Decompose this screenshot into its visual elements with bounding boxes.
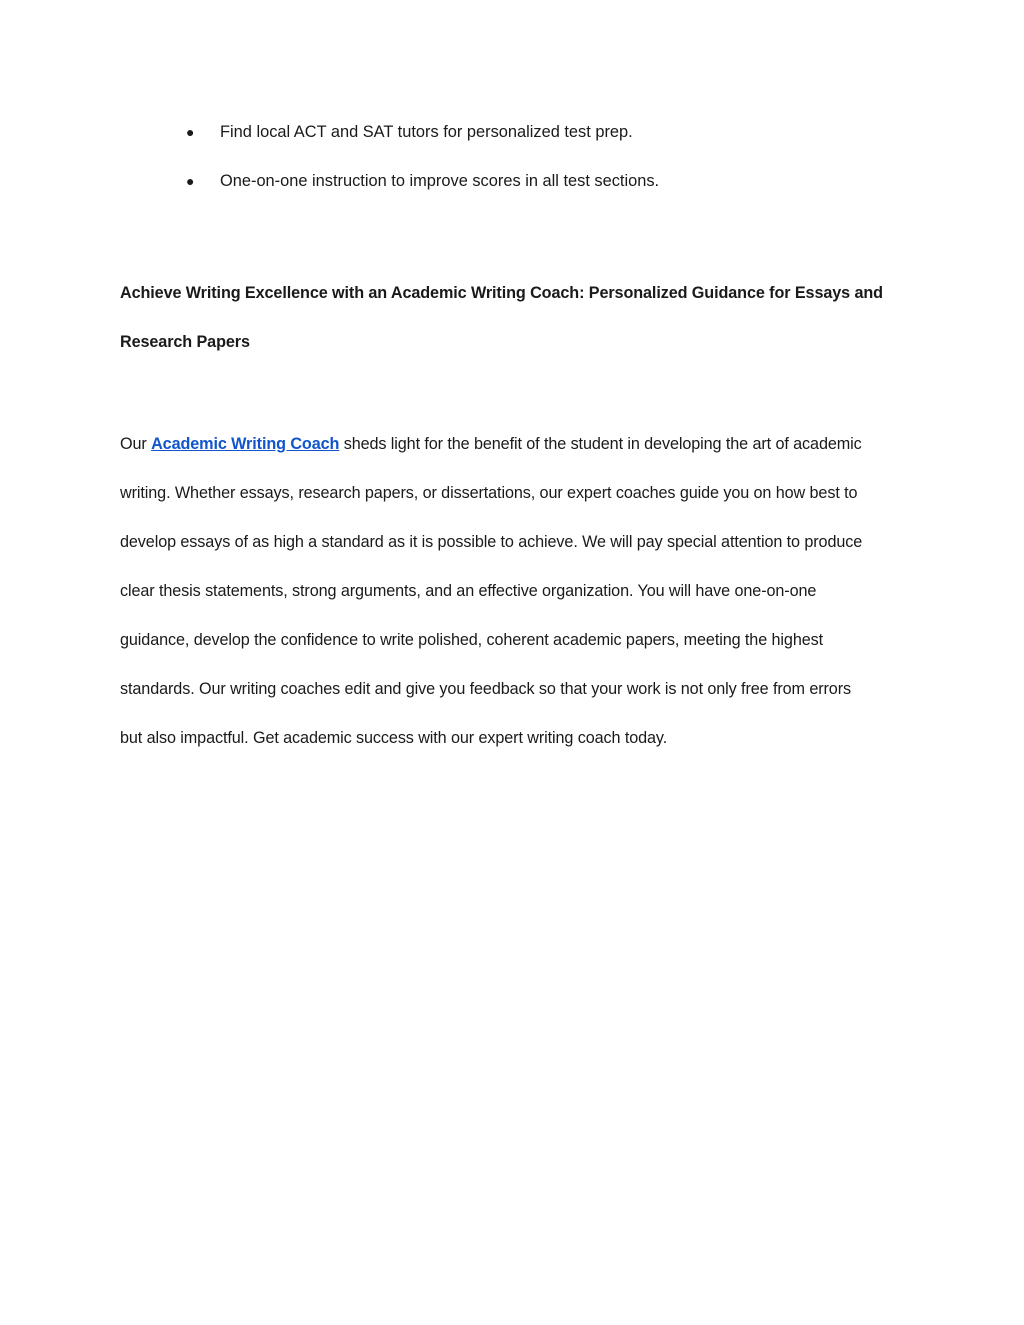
paragraph-line: guidance, develop the confidence to write polished, coherent academic papers, meeting the highest — [120, 631, 824, 649]
heading-line: Achieve Writing Excellence with an Academic Writing Coach: Personalized Guidance for Essays and — [120, 284, 883, 302]
list-item — [186, 166, 659, 215]
bullet-text: One-on-one instruction to improve scores in all test sections. — [220, 172, 660, 190]
academic-writing-coach-link[interactable]: Academic Writing Coach — [151, 435, 340, 453]
paragraph-line: develop essays of as high a standard as it is possible to achieve. We will pay special attention to produce — [120, 533, 863, 551]
paragraph-line: standards. Our writing coaches edit and give you feedback so that your work is not only free from errors — [120, 680, 851, 698]
bullet-text: Find local ACT and SAT tutors for personalized test prep. — [220, 123, 633, 141]
body-paragraph — [120, 420, 910, 763]
bullet-icon: ● — [186, 124, 195, 140]
bullet-icon: ● — [186, 173, 195, 189]
paragraph-text: sheds light for the benefit of the student in developing the art of academic — [339, 435, 862, 453]
list-item — [186, 117, 659, 166]
heading-line: Research Papers — [120, 333, 250, 351]
paragraph-line: clear thesis statements, strong arguments, and an effective organization. You will have one-on-one — [120, 582, 817, 600]
section-heading — [120, 269, 910, 367]
paragraph-line: but also impactful. Get academic success with our expert writing coach today. — [120, 729, 668, 747]
paragraph-prefix: Our — [120, 435, 152, 453]
paragraph-line: writing. Whether essays, research papers, or dissertations, our expert coaches guide you on how best to — [120, 484, 858, 502]
bullet-list — [186, 117, 659, 215]
paragraph-line — [120, 420, 910, 469]
